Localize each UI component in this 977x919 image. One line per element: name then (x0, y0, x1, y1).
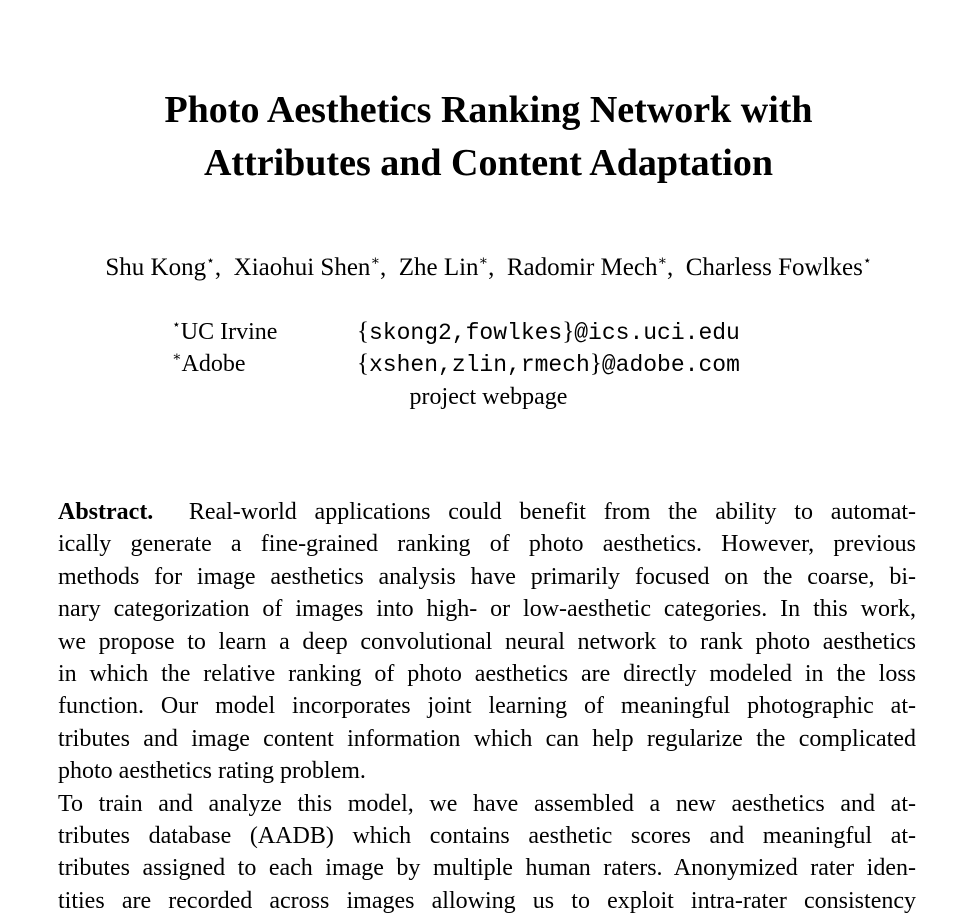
email-adobe (357, 348, 740, 381)
email-users: skong2,fowlkes (369, 320, 563, 346)
abstract (58, 496, 916, 917)
author-affiliation-mark: ∗ (657, 254, 667, 269)
abstract-line: photo aesthetics rating problem. (58, 758, 366, 785)
author-separator: , (488, 254, 501, 281)
abstract-line: tributes assigned to each image by multiple human raters. Anonymized rater iden- (58, 855, 916, 882)
abstract-label: Abstract. (58, 499, 154, 525)
author-separator: , (214, 254, 228, 281)
affiliation-institution: UC Irvine (180, 319, 278, 345)
paper-title (0, 84, 977, 190)
affiliation-mark: ⋆ (172, 318, 181, 333)
paper-title-line-2: Attributes and Content Adaptation (203, 142, 774, 184)
author-affiliation-mark: ⋆ (862, 254, 872, 269)
abstract-line: tities are recorded across images allowing us to exploit intra-rater consistency (58, 887, 916, 914)
email-brace-open: { (357, 318, 369, 345)
affiliation-mark: ∗ (172, 350, 182, 365)
affiliation-uc-irvine (172, 316, 277, 348)
email-users: xshen,zlin,rmech (369, 352, 590, 378)
author-affiliation-mark: ∗ (478, 254, 489, 269)
abstract-line: nary categorization of images into high- or low-aesthetic categories. In this work, (58, 596, 916, 623)
email-uc-irvine (357, 316, 740, 349)
author-affiliation-mark: ∗ (370, 254, 380, 269)
email-brace-close: } (562, 318, 575, 345)
abstract-line: tributes and image content information which can help regularize the complicated (58, 725, 916, 752)
affiliation-adobe (172, 348, 246, 380)
abstract-line: methods for image aesthetics analysis have primarily focused on the coarse, bi- (58, 563, 916, 590)
abstract-line: function. Our model incorporates joint learning of meaningful photographic at- (58, 693, 916, 720)
author-list (0, 252, 977, 284)
abstract-line: tributes database (AADB) which contains aesthetic scores and meaningful at- (58, 823, 916, 850)
email-domain: @ics.uci.edu (574, 320, 740, 346)
abstract-line: in which the relative ranking of photo aesthetics are directly modeled in the loss (58, 661, 916, 688)
abstract-line: we propose to learn a deep convolutional neural network to rank photo aesthetics (58, 628, 916, 655)
abstract-line: To train and analyze this model, we have assembled a new aesthetics and at- (58, 790, 916, 817)
abstract-line: ically generate a fine-grained ranking of photo aesthetics. However, previous (58, 531, 916, 558)
abstract-line (58, 496, 916, 528)
paper-title-line-1: Photo Aesthetics Ranking Network with (164, 89, 813, 131)
author-name: Shu Kong (105, 254, 207, 281)
author-affiliation-mark: ⋆ (206, 254, 215, 269)
author-separator: , (667, 254, 680, 281)
email-brace-open: { (357, 350, 369, 377)
author-name: Zhe Lin (398, 254, 479, 281)
author-name: Radomir Mech (506, 254, 658, 281)
affiliation-institution: Adobe (181, 351, 246, 377)
email-domain: @adobe.com (601, 352, 740, 378)
author-name: Charless Fowlkes (685, 254, 863, 281)
project-webpage-link[interactable]: project webpage (409, 384, 568, 410)
email-brace-close: } (589, 350, 602, 377)
abstract-line-text: Real-world applications could benefit from the ability to automat- (188, 499, 917, 525)
author-name: Xiaohui Shen (233, 254, 371, 281)
author-separator: , (379, 254, 393, 281)
